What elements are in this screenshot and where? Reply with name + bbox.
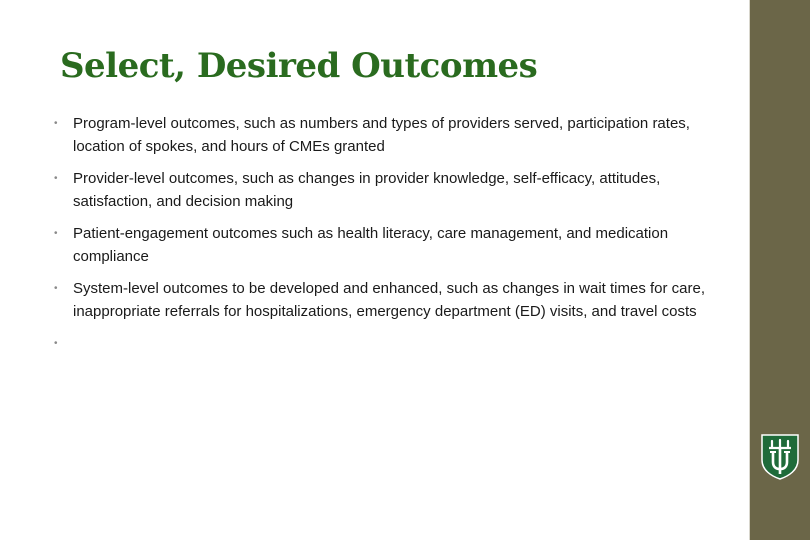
slide-title: Select, Desired Outcomes <box>60 46 538 86</box>
bullet-list <box>54 113 734 366</box>
bullet-item <box>54 223 734 268</box>
bullet-text: Provider-level outcomes, such as changes in provider knowledge, self-efficacy, attitudes, satisfaction, and decision making <box>73 170 661 210</box>
bullet-marker: • <box>54 283 58 294</box>
bullet-item <box>54 113 734 158</box>
bullet-item <box>54 333 734 356</box>
bullet-item <box>54 168 734 213</box>
bullet-item <box>54 278 734 323</box>
bullet-marker: • <box>54 228 58 239</box>
bullet-marker: • <box>54 338 58 349</box>
bullet-marker: • <box>54 118 58 129</box>
bullet-text: Program-level outcomes, such as numbers and types of providers served, participation rates, location of spokes, and hours of CMEs granted <box>73 115 690 155</box>
bullet-marker: • <box>54 173 58 184</box>
bullet-text: System-level outcomes to be developed and enhanced, such as changes in wait times for care, inappropriate referrals for hospitalizations, emergency department (ED) visits, and travel costs <box>73 280 706 320</box>
tulane-shield-icon <box>761 434 799 480</box>
bullet-text: Patient-engagement outcomes such as health literacy, care management, and medication compliance <box>73 225 669 265</box>
